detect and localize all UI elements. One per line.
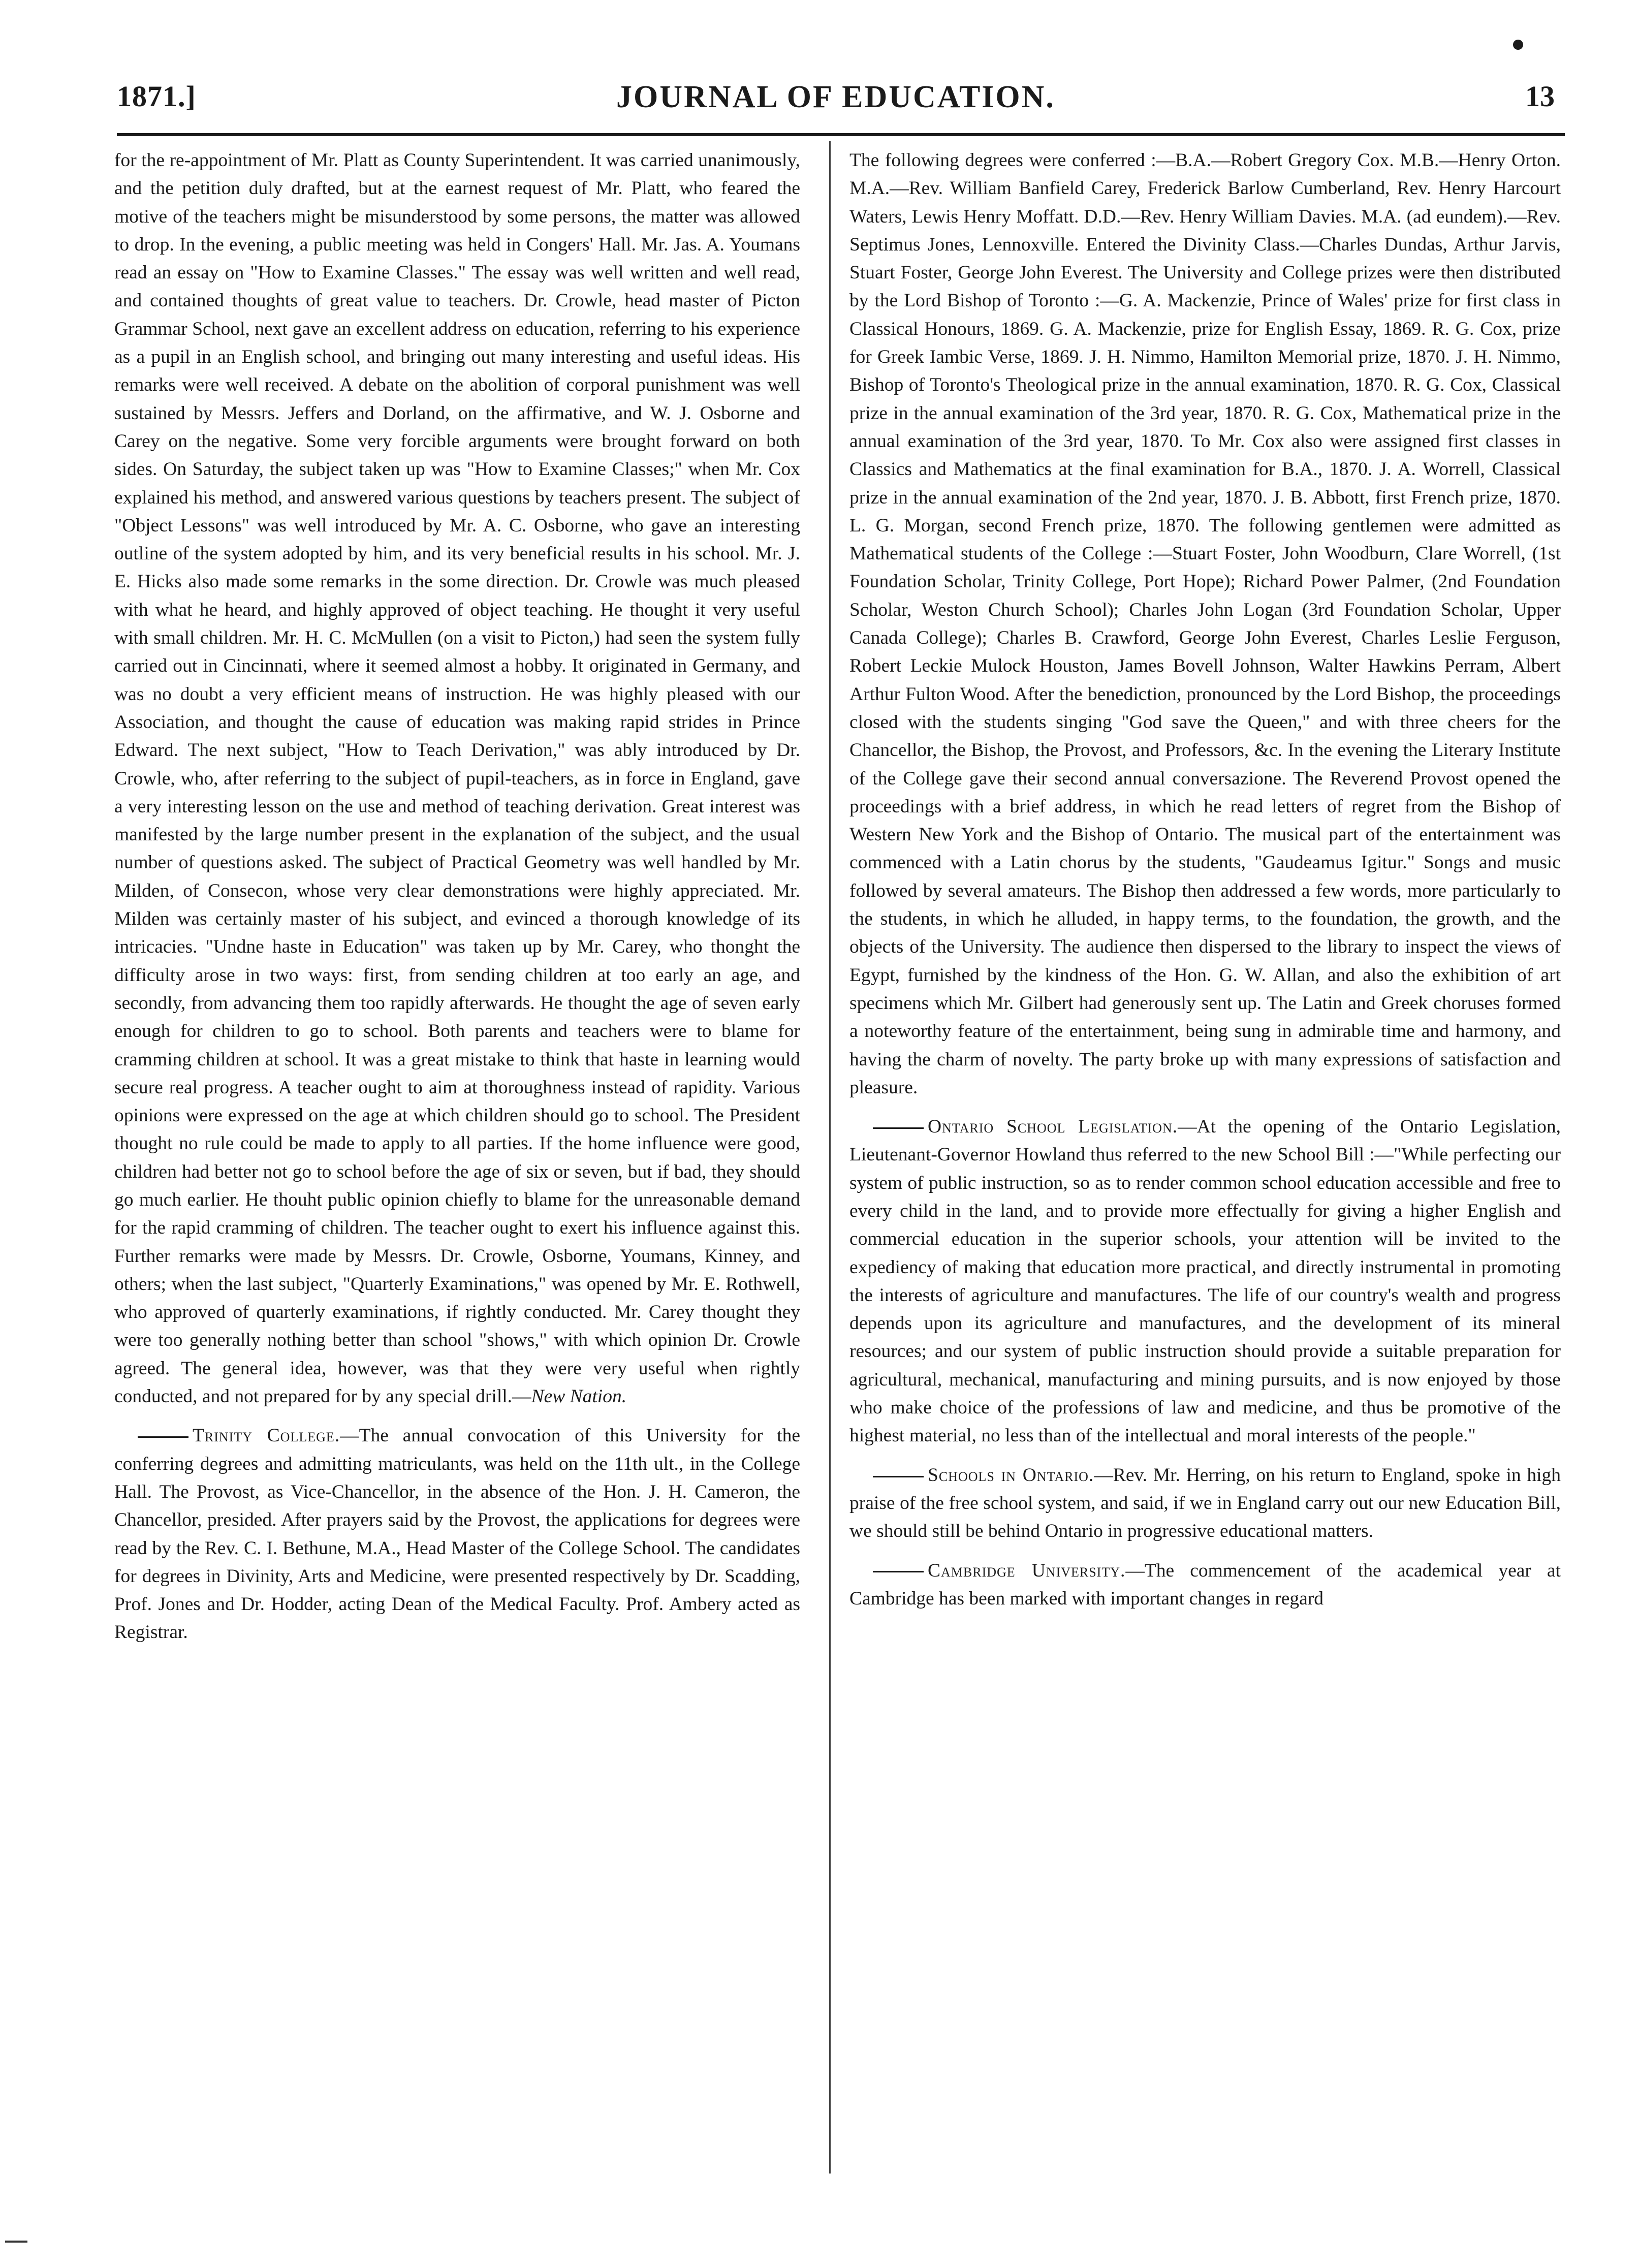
ontario-legislation-heading: Ontario School Legislation. bbox=[928, 1116, 1178, 1138]
left-column bbox=[114, 146, 800, 2179]
right-column bbox=[849, 146, 1561, 2179]
teachers-association-report bbox=[114, 146, 800, 1410]
ontario-legislation-article bbox=[849, 1113, 1561, 1450]
degrees-conferred-paragraph: The following degrees were conferred :—B.A.—Robert Gregory Cox. M.B.—Henry Orton. M.A.—Rev. William Banfield Carey, Frederick Barlow Cumberland, Rev. Henry Harcourt Waters, Lewis Henry Moffatt. D.D.—Rev. Henry William Davies. M.A. (ad eundem).—Rev. Septimus Jones, Lennoxville. Entered the Divinity Class.—Charles Dundas, Arthur Jarvis, Stuart Foster, George John Everest. The University and College prizes were then distributed by the Lord Bishop of Toronto :—G. A. Mackenzie, Prince of Wales' prize for first class in Classical Honours, 1869. G. A. Mackenzie, prize for English Essay, 1869. R. G. Cox, prize for Greek Iambic Verse, 1869. J. H. Nimmo, Hamilton Memorial prize, 1870. J. H. Nimmo, Bishop of Toronto's Theological prize in the annual examination, 1870. R. G. Cox, Classical prize in the annual examination of the 3rd year, 1870. R. G. Cox, Mathematical prize in the annual examination of the 3rd year, 1870. To Mr. Cox also were assigned first classes in Classics and Mathematics at the final examination for B.A., 1870. J. A. Worrell, Classical prize in the annual examination of the 2nd year, 1870. J. B. Abbott, first French prize, 1870. L. G. Morgan, second French prize, 1870. The following gentlemen were admitted as Mathematical students of the College :—Stuart Foster, John Woodburn, Clare Worrell, (1st Foundation Scholar, Trinity College, Port Hope); Richard Power Palmer, (2nd Foundation Scholar, Weston Church School); Charles John Logan (3rd Foundation Scholar, Upper Canada College); Charles B. Crawford, George John Everest, Charles Leslie Ferguson, Robert Leckie Mulock Houston, James Bovell Johnson, Walter Hawkins Perram, Albert Arthur Fulton Wood. After the benediction, pronounced by the Lord Bishop, the proceedings closed with the students singing "God save the Queen," and with three cheers for the Chancellor, the Bishop, the Provost, and Professors, &c. In the evening the Literary Institute of the College gave their second annual conversazione. The Reverend Provost opened the proceedings with a brief address, in which he read letters of regret from the Bishop of Western New York and the Bishop of Ontario. The musical part of the entertainment was commenced with a Latin chorus by the students, "Gaudeamus Igitur." Songs and music followed by several amateurs. The Bishop then addressed a few words, more particularly to the students, in which he alluded, in happy terms, to the foundation, the growth, and the objects of the University. The audience then dispersed to the library to inspect the views of Egypt, furnished by the kindness of the Hon. G. W. Allan, and also the exhibition of art specimens which Mr. Gilbert had generously sent up. The Latin and Greek choruses formed a noteworthy feature of the entertainment, being sung in admirable time and harmony, and having the charm of novelty. The party broke up with many expressions of satisfaction and pleasure. bbox=[849, 150, 1561, 1098]
column-divider bbox=[829, 141, 831, 2174]
report-source: New Nation. bbox=[531, 1386, 627, 1407]
section-dash bbox=[138, 1436, 188, 1438]
running-head bbox=[117, 76, 1555, 127]
cambridge-university-article bbox=[849, 1557, 1561, 1613]
header-year: 1871.] bbox=[117, 80, 196, 113]
trinity-college-article bbox=[114, 1422, 800, 1646]
journal-title: JOURNAL OF EDUCATION. bbox=[616, 80, 1055, 114]
page-corner-mark bbox=[5, 2241, 27, 2243]
cambridge-university-text: —The commencement of the academical year at Cambridge has been marked with important changes in regard bbox=[849, 1560, 1561, 1609]
schools-in-ontario-heading: Schools in Ontario. bbox=[928, 1464, 1094, 1486]
page-number: 13 bbox=[1525, 80, 1555, 113]
schools-in-ontario-article bbox=[849, 1461, 1561, 1546]
schools-in-ontario-text: —Rev. Mr. Herring, on his return to England, spoke in high praise of the free school system, and said, if we in England carry out our new Education Bill, we should still be behind Ontario in progressive educational matters. bbox=[849, 1464, 1561, 1542]
trinity-college-text: —The annual convocation of this University for the conferring degrees and admitting matriculants, was held on the 11th ult., in the College Hall. The Provost, as Vice-Chancellor, in the absence of the Hon. J. H. Cameron, the Chancellor, presided. After prayers said by the Provost, the applications for degrees were read by the Rev. C. I. Bethune, M.A., Head Master of the College School. The candidates for degrees in Divinity, Arts and Medicine, were presented respectively by Dr. Scadding, Prof. Jones and Dr. Hodder, acting Dean of the Medical Faculty. Prof. Ambery acted as Registrar. bbox=[114, 1425, 800, 1643]
ontario-legislation-text: —At the opening of the Ontario Legislation, Lieutenant-Governor Howland thus referred to the new School Bill :—"While perfecting our system of public instruction, so as to render common school education accessible and free to every child in the land, and to provide more effectually for giving a higher English and commercial education in the superior schools, your attention will be invited to the expediency of making that education more practical, and directly instrumental in promoting the interests of agriculture and manufactures. The life of our country's wealth and progress depends upon its agriculture and manufactures, and the development of its mineral resources; and our system of public instruction should provide a suitable preparation for agricultural, mechanical, manufacturing and mining pursuits, and is now enjoyed by those who make choice of the professions of law and medicine, and thus be promotive of the highest material, no less than of the intellectual and moral interests of the people." bbox=[849, 1116, 1561, 1446]
cambridge-university-heading: Cambridge University. bbox=[928, 1560, 1126, 1581]
trinity-college-heading: Trinity College. bbox=[193, 1425, 340, 1446]
corner-bullet bbox=[1513, 40, 1523, 50]
section-dash bbox=[873, 1571, 924, 1572]
report-text: for the re-appointment of Mr. Platt as County Superintendent. It was carried unanimously, and the petition duly drafted, but at the earnest request of Mr. Platt, who feared the motive of the teachers might be misunderstood by some persons, the matter was allowed to drop. In the evening, a public meeting was held in Congers' Hall. Mr. Jas. A. Youmans read an essay on "How to Examine Classes." The essay was well written and well read, and contained thoughts of great value to teachers. Dr. Crowle, head master of Picton Grammar School, next gave an excellent address on education, referring to his experience as a pupil in an English school, and bringing out many interesting and useful ideas. His remarks were well received. A debate on the abolition of corporal punishment was well sustained by Messrs. Jeffers and Dorland, on the affirmative, and W. J. Osborne and Carey on the negative. Some very forcible arguments were brought forward on both sides. On Saturday, the subject taken up was "How to Examine Classes;" when Mr. Cox explained his method, and answered various questions by teachers present. The subject of "Object Lessons" was well introduced by Mr. A. C. Osborne, who gave an interesting outline of the system adopted by him, and its very beneficial results in his school. Mr. J. E. Hicks also made some remarks in the some direction. Dr. Crowle was much pleased with what he heard, and highly approved of object teaching. He thought it very useful with small children. Mr. H. C. McMullen (on a visit to Picton,) had seen the system fully carried out in Cincinnati, where it seemed almost a hobby. It originated in Germany, and was no doubt a very efficient means of instruction. He was highly pleased with our Association, and thought the cause of education was making rapid strides in Prince Edward. The next subject, "How to Teach Derivation," was ably introduced by Dr. Crowle, who, after referring to the subject of pupil-teachers, as in force in England, gave a very interesting lesson on the use and method of teaching derivation. Great interest was manifested by the large number present in the explanation of the subject, and the usual number of questions asked. The subject of Practical Geometry was well handled by Mr. Milden, of Consecon, whose very clear demonstrations were highly appreciated. Mr. Milden was certainly master of his subject, and evinced a thorough knowledge of its intricacies. "Undne haste in Education" was taken up by Mr. Carey, who thonght the difficulty arose in two ways: first, from sending children at too early an age, and secondly, from advancing them too rapidly afterwards. He thought the age of seven early enough for children to go to school. Both parents and teachers were to blame for cramming children at school. It was a great mistake to think that haste in learning would secure real progress. A teacher ought to aim at thoroughness instead of rapidity. Various opinions were expressed on the age at which children should go to school. The President thought no rule could be made to apply to all parties. If the home influence were good, children had better not go to school before the age of six or seven, but if bad, they should go much earlier. He thouht public opinion chiefly to blame for the unreasonable demand for the rapid cramming of children. The teacher ought to exert his influence against this. Further remarks were made by Messrs. Dr. Crowle, Osborne, Youmans, Kinney, and others; when the last subject, "Quarterly Examinations," was opened by Mr. E. Rothwell, who approved of quarterly examinations, if rightly conducted. Mr. Carey thought they were too generally nothing better than school "shows," with which opinion Dr. Crowle agreed. The general idea, however, was that they were very useful when rightly conducted, and not prepared for by any special drill.— bbox=[114, 150, 800, 1407]
header-rule bbox=[117, 133, 1565, 136]
section-dash bbox=[873, 1127, 924, 1129]
section-dash bbox=[873, 1476, 924, 1477]
